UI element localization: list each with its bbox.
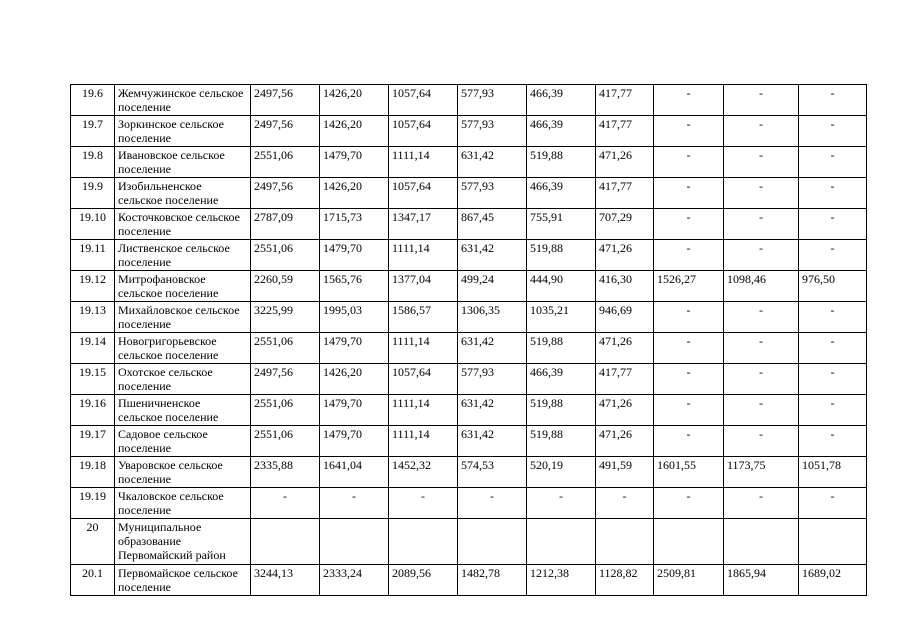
value-cell: -	[654, 488, 724, 519]
value-cell: 1173,75	[724, 457, 799, 488]
value-cell: -	[320, 488, 389, 519]
value-cell	[389, 519, 458, 565]
value-cell	[596, 519, 654, 565]
row-number: 19.6	[71, 85, 115, 116]
value-cell: -	[799, 333, 867, 364]
table-row	[71, 364, 867, 395]
value-cell: 416,30	[596, 271, 654, 302]
value-cell: -	[724, 147, 799, 178]
value-cell: 499,24	[458, 271, 527, 302]
settlement-name: Садовое сельское поселение	[115, 426, 251, 457]
table-row	[71, 271, 867, 302]
value-cell: 577,93	[458, 85, 527, 116]
table-body	[71, 85, 867, 596]
value-cell: 946,69	[596, 302, 654, 333]
value-cell: 466,39	[527, 116, 596, 147]
value-cell: -	[389, 488, 458, 519]
value-cell	[320, 519, 389, 565]
value-cell: -	[799, 116, 867, 147]
value-cell: -	[799, 488, 867, 519]
value-cell	[458, 519, 527, 565]
value-cell: 631,42	[458, 426, 527, 457]
value-cell: 519,88	[527, 395, 596, 426]
value-cell: 1212,38	[527, 565, 596, 596]
value-cell: 519,88	[527, 147, 596, 178]
value-cell: 1111,14	[389, 240, 458, 271]
value-cell: 520,19	[527, 457, 596, 488]
value-cell	[527, 519, 596, 565]
value-cell: 577,93	[458, 116, 527, 147]
value-cell: 1715,73	[320, 209, 389, 240]
value-cell: 1641,04	[320, 457, 389, 488]
value-cell: 574,53	[458, 457, 527, 488]
value-cell: 1479,70	[320, 147, 389, 178]
value-cell: 1057,64	[389, 116, 458, 147]
value-cell: 1057,64	[389, 178, 458, 209]
value-cell: 519,88	[527, 240, 596, 271]
value-cell: 3225,99	[251, 302, 320, 333]
value-cell: -	[654, 364, 724, 395]
value-cell: -	[724, 302, 799, 333]
value-cell: 1565,76	[320, 271, 389, 302]
value-cell: -	[724, 85, 799, 116]
value-cell: -	[654, 333, 724, 364]
value-cell: 3244,13	[251, 565, 320, 596]
settlement-name: Митрофановское сельское поселение	[115, 271, 251, 302]
value-cell: 1865,94	[724, 565, 799, 596]
value-cell: -	[654, 302, 724, 333]
row-number: 19.11	[71, 240, 115, 271]
value-cell	[654, 519, 724, 565]
value-cell: 577,93	[458, 364, 527, 395]
value-cell: 417,77	[596, 364, 654, 395]
table-row	[71, 457, 867, 488]
value-cell: -	[654, 240, 724, 271]
value-cell: -	[654, 426, 724, 457]
value-cell: -	[654, 209, 724, 240]
settlement-name: Чкаловское сельское поселение	[115, 488, 251, 519]
settlement-name: Уваровское сельское поселение	[115, 457, 251, 488]
value-cell: 1482,78	[458, 565, 527, 596]
value-cell: 2497,56	[251, 85, 320, 116]
value-cell: 417,77	[596, 116, 654, 147]
row-number: 19.9	[71, 178, 115, 209]
value-cell: 466,39	[527, 85, 596, 116]
value-cell: -	[799, 426, 867, 457]
value-cell: -	[724, 488, 799, 519]
value-cell: 1479,70	[320, 240, 389, 271]
value-cell: 1426,20	[320, 178, 389, 209]
value-cell: 1128,82	[596, 565, 654, 596]
row-number: 19.12	[71, 271, 115, 302]
value-cell: 1479,70	[320, 426, 389, 457]
row-number: 19.17	[71, 426, 115, 457]
table-row	[71, 209, 867, 240]
value-cell: 2551,06	[251, 240, 320, 271]
value-cell: 471,26	[596, 240, 654, 271]
value-cell: 631,42	[458, 147, 527, 178]
value-cell: -	[724, 395, 799, 426]
row-number: 19.8	[71, 147, 115, 178]
value-cell: -	[724, 116, 799, 147]
settlement-name: Зоркинское сельское поселение	[115, 116, 251, 147]
value-cell: 1601,55	[654, 457, 724, 488]
settlement-name: Муниципальное образование Первомайский район	[115, 519, 251, 565]
value-cell: -	[251, 488, 320, 519]
value-cell: -	[799, 364, 867, 395]
value-cell: 471,26	[596, 426, 654, 457]
value-cell: 1426,20	[320, 85, 389, 116]
value-cell: 466,39	[527, 364, 596, 395]
row-number: 20.1	[71, 565, 115, 596]
value-cell: -	[799, 147, 867, 178]
value-cell: 755,91	[527, 209, 596, 240]
value-cell: 471,26	[596, 333, 654, 364]
value-cell: 976,50	[799, 271, 867, 302]
settlement-name: Пшеничненское сельское поселение	[115, 395, 251, 426]
value-cell: 1995,03	[320, 302, 389, 333]
value-cell	[724, 519, 799, 565]
value-cell: 2335,88	[251, 457, 320, 488]
settlement-name: Новогригорьевское сельское поселение	[115, 333, 251, 364]
value-cell: 444,90	[527, 271, 596, 302]
settlement-name: Косточковское сельское поселение	[115, 209, 251, 240]
table-row	[71, 147, 867, 178]
value-cell: 1111,14	[389, 426, 458, 457]
value-cell: 471,26	[596, 147, 654, 178]
value-cell: 631,42	[458, 395, 527, 426]
value-cell	[799, 519, 867, 565]
value-cell: 471,26	[596, 395, 654, 426]
value-cell: 2551,06	[251, 426, 320, 457]
value-cell: -	[799, 240, 867, 271]
value-cell: 2551,06	[251, 333, 320, 364]
row-number: 19.7	[71, 116, 115, 147]
value-cell: -	[527, 488, 596, 519]
settlement-name: Жемчужинское сельское поселение	[115, 85, 251, 116]
value-cell: 2509,81	[654, 565, 724, 596]
table-row	[71, 240, 867, 271]
value-cell: -	[724, 333, 799, 364]
value-cell: -	[799, 178, 867, 209]
value-cell: -	[654, 178, 724, 209]
value-cell: -	[654, 116, 724, 147]
value-cell: 1051,78	[799, 457, 867, 488]
value-cell: -	[724, 209, 799, 240]
value-cell: 1689,02	[799, 565, 867, 596]
value-cell: 2497,56	[251, 116, 320, 147]
settlement-name: Михайловское сельское поселение	[115, 302, 251, 333]
table-row	[71, 302, 867, 333]
value-cell: 2551,06	[251, 147, 320, 178]
row-number: 19.13	[71, 302, 115, 333]
table-row	[71, 565, 867, 596]
value-cell: 1479,70	[320, 395, 389, 426]
value-cell: 466,39	[527, 178, 596, 209]
table-row	[71, 488, 867, 519]
value-cell: -	[799, 302, 867, 333]
value-cell: 1426,20	[320, 116, 389, 147]
value-cell: -	[724, 178, 799, 209]
value-cell	[251, 519, 320, 565]
value-cell: 1586,57	[389, 302, 458, 333]
value-cell: 1111,14	[389, 147, 458, 178]
value-cell: 1377,04	[389, 271, 458, 302]
value-cell: -	[799, 85, 867, 116]
value-cell: 631,42	[458, 333, 527, 364]
value-cell: 2787,09	[251, 209, 320, 240]
value-cell: -	[724, 426, 799, 457]
row-number: 19.10	[71, 209, 115, 240]
value-cell: -	[654, 395, 724, 426]
value-cell: -	[458, 488, 527, 519]
table-row	[71, 426, 867, 457]
value-cell: 1035,21	[527, 302, 596, 333]
value-cell: 867,45	[458, 209, 527, 240]
value-cell: 2497,56	[251, 178, 320, 209]
value-cell: 1098,46	[724, 271, 799, 302]
settlement-name: Первомайское сельское поселение	[115, 565, 251, 596]
value-cell: 631,42	[458, 240, 527, 271]
row-number: 19.14	[71, 333, 115, 364]
value-cell: 491,59	[596, 457, 654, 488]
table-row	[71, 333, 867, 364]
value-cell: -	[654, 147, 724, 178]
value-cell: 2551,06	[251, 395, 320, 426]
value-cell: -	[654, 85, 724, 116]
value-cell: -	[724, 240, 799, 271]
value-cell: 1111,14	[389, 333, 458, 364]
value-cell: 1479,70	[320, 333, 389, 364]
row-number: 19.19	[71, 488, 115, 519]
table-row	[71, 395, 867, 426]
settlement-name: Ивановское сельское поселение	[115, 147, 251, 178]
value-cell: 577,93	[458, 178, 527, 209]
value-cell: 1347,17	[389, 209, 458, 240]
value-cell: -	[724, 364, 799, 395]
value-cell: 2333,24	[320, 565, 389, 596]
value-cell: -	[799, 209, 867, 240]
tariff-table	[70, 84, 867, 596]
row-number: 19.15	[71, 364, 115, 395]
table-row	[71, 116, 867, 147]
settlement-name: Охотское сельское поселение	[115, 364, 251, 395]
value-cell: -	[596, 488, 654, 519]
value-cell: 1057,64	[389, 364, 458, 395]
value-cell: 1452,32	[389, 457, 458, 488]
value-cell: 519,88	[527, 333, 596, 364]
value-cell: 2260,59	[251, 271, 320, 302]
value-cell: 1426,20	[320, 364, 389, 395]
row-number: 20	[71, 519, 115, 565]
value-cell: 417,77	[596, 85, 654, 116]
value-cell: 417,77	[596, 178, 654, 209]
row-number: 19.18	[71, 457, 115, 488]
value-cell: 2089,56	[389, 565, 458, 596]
settlement-name: Лиственское сельское поселение	[115, 240, 251, 271]
value-cell: 1306,35	[458, 302, 527, 333]
table-row	[71, 519, 867, 565]
value-cell: 519,88	[527, 426, 596, 457]
value-cell: -	[799, 395, 867, 426]
row-number: 19.16	[71, 395, 115, 426]
value-cell: 707,29	[596, 209, 654, 240]
value-cell: 1526,27	[654, 271, 724, 302]
table-row	[71, 85, 867, 116]
table-row	[71, 178, 867, 209]
value-cell: 1111,14	[389, 395, 458, 426]
settlement-name: Изобильненское сельское поселение	[115, 178, 251, 209]
value-cell: 2497,56	[251, 364, 320, 395]
value-cell: 1057,64	[389, 85, 458, 116]
